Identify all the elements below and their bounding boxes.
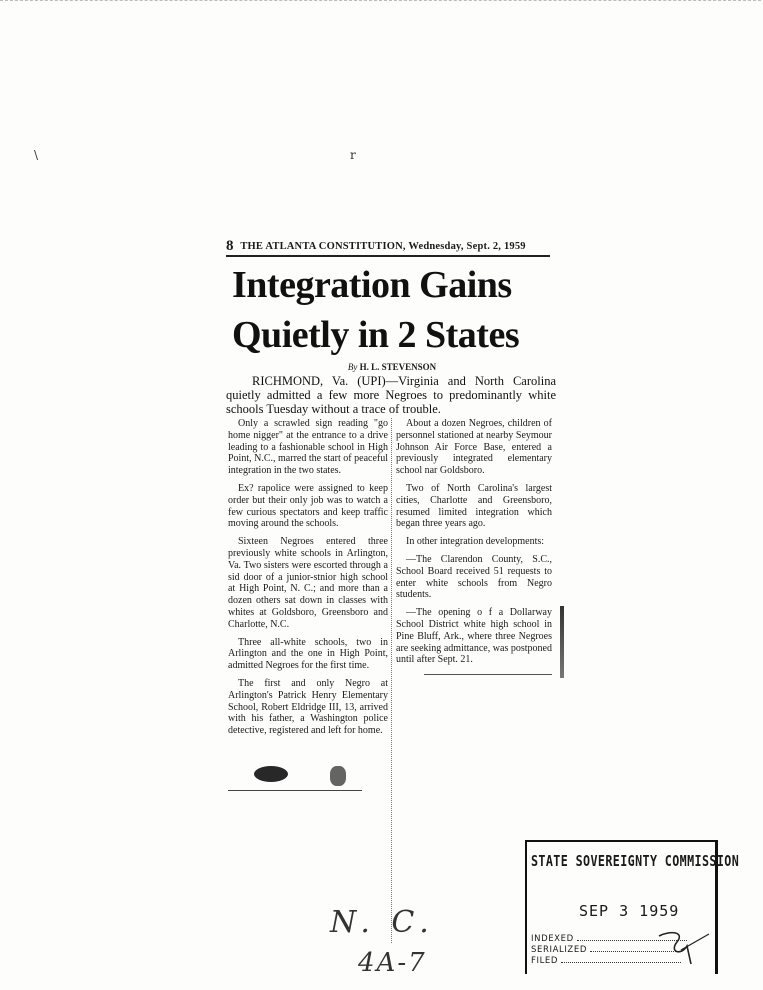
paragraph: Only a scrawled sign reading "go home nigger" at the entrance to a drive leading to a fashionable school in High Point, N.C., marred the start of peaceful integration in the two states. — [228, 418, 388, 477]
signature-scribble — [651, 926, 711, 966]
newspaper-clipping — [226, 238, 558, 798]
paragraph: Three all-white schools, two in Arlington and the one in High Point, admitted Negroes for the first time. — [228, 636, 388, 672]
lead-paragraph — [226, 374, 556, 416]
paragraph: About a dozen Negroes, children of personnel stationed at nearby Seymour Johnson Air Force Base, entered a previously integrated elementary school nar Goldsboro. — [396, 418, 552, 477]
paragraph: Sixteen Negroes entered three previously white schools in Arlington, Va. Two sisters were escorted through a sid door of a junior-stnior high school at High Point, N. C.; and more than a dozen others sat down in classes with whites at Goldsboro, Greensboro and Charlotte, N.C. — [228, 536, 388, 630]
masthead-rule — [226, 255, 550, 257]
stamp-title: STATE SOVEREIGNTY COMMISSION — [531, 852, 740, 870]
headline — [232, 260, 562, 360]
byline-author: H. L. STEVENSON — [359, 362, 437, 372]
paragraph: Two of North Carolina's largest cities, Charlotte and Greensboro, resumed limited integration which began three years ago. — [396, 482, 552, 530]
page-number: 8 — [226, 238, 234, 254]
lead-text: RICHMOND, Va. (UPI)—Virginia and North Carolina quietly admitted a few more Negroes to predominantly white schools Tuesday without a trace of trouble. — [226, 374, 556, 416]
stamp-date: SEP 3 1959 — [579, 902, 680, 920]
scan-speck: \ — [34, 148, 39, 162]
commission-stamp — [525, 840, 740, 974]
ink-smudge — [254, 766, 288, 782]
left-column — [228, 418, 388, 743]
masthead-text: THE ATLANTA CONSTITUTION, Wednesday, Sept. 2, 1959 — [240, 241, 526, 252]
paragraph: —The opening o f a Dollarway School District white high school in Pine Bluff, Ark., where three Negroes are seeking admittance, was postponed until after Sept. 21. — [396, 607, 552, 666]
stamp-row-indexed: INDEXED — [531, 934, 687, 944]
stamp-row-filed: FILED — [531, 956, 681, 966]
byline-prefix: By — [347, 362, 358, 372]
article-end-rule — [424, 674, 552, 675]
right-column — [396, 418, 552, 672]
paragraph: The first and only Negro at Arlington's Patrick Henry Elementary School, Robert Eldridge III, 13, arrived with his father, a Washington police detective, registered and left for home. — [228, 677, 388, 737]
masthead — [226, 238, 558, 256]
stamp-row-serialized: SERIALIZED — [531, 945, 680, 955]
scan-edge-mark — [560, 606, 564, 678]
headline-line-2: Quietly in 2 States — [232, 314, 520, 356]
byline — [226, 362, 558, 372]
scan-speck: r — [350, 148, 356, 162]
paragraph: Ex? rapolice were assigned to keep order but their only job was to watch a few curious spectators and keep traffic moving around the schools. — [228, 482, 388, 530]
article-end-rule — [228, 790, 362, 791]
paragraph: In other integration developments: — [406, 536, 545, 548]
paragraph: —The Clarendon County, S.C., School Board received 51 requests to enter white schools from Negro students. — [396, 553, 552, 601]
page-edge — [0, 0, 761, 3]
column-divider — [391, 418, 392, 943]
handwritten-note-state: N. C. — [330, 905, 435, 940]
ink-smudge — [330, 766, 346, 786]
handwritten-note-code: 4A-7 — [358, 948, 427, 978]
headline-line-1: Integration Gains — [232, 264, 512, 306]
